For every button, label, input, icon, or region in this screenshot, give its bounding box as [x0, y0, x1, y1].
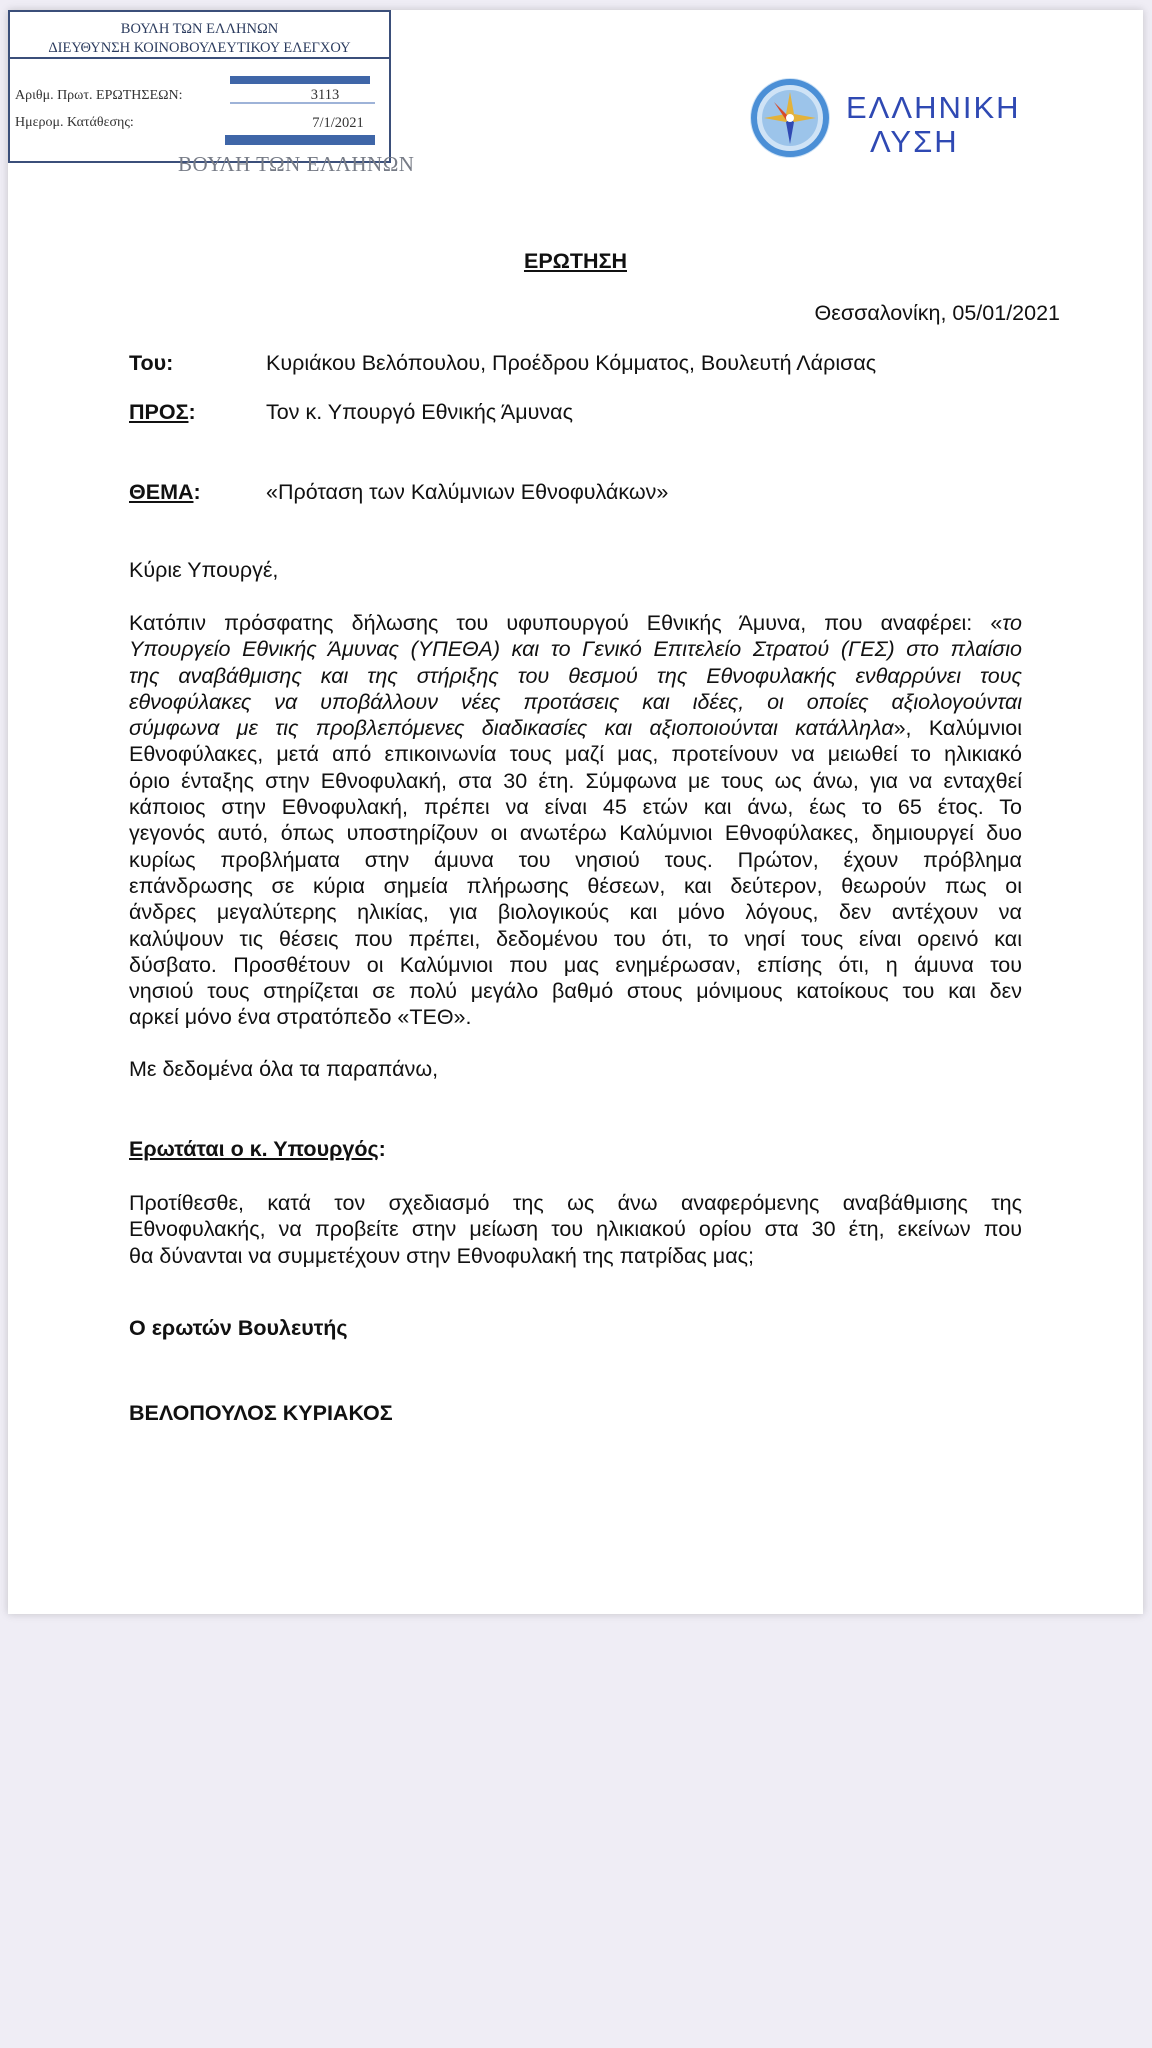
- question-paragraph: [129, 1190, 1022, 1269]
- given-line: Με δεδομένα όλα τα παραπάνω,: [129, 1057, 439, 1081]
- body-line: άνδρες μεγαλύτερης ηλικίας, για βιολογικούς και μόνο λόγους, δεν αντέχουν να: [129, 900, 1022, 925]
- stamp-line-1: ΒΟΥΛΗ ΤΩΝ ΕΛΛΗΝΩΝ: [120, 21, 279, 37]
- body-line: όριο ένταξης στην Εθνοφυλακή, στα 30 έτη. Σύμφωνα με τους ως άνω, για να ενταχθεί: [129, 768, 1022, 793]
- body-line: δύσβατο. Προσθέτουν οι Καλύμνιοι που μας ενημέρωσαν, επίσης ότι, η άμυνα του: [129, 952, 1022, 977]
- party-logo: [748, 76, 1028, 166]
- question-line: θα δύνανται να συμμετέχουν στην Εθνοφυλακή της πατρίδας μας;: [129, 1243, 754, 1268]
- body-line: κυρίως προβλήματα στην άμυνα του νησιού τους. Πρώτον, έχουν πρόβλημα: [129, 847, 1022, 872]
- body-line: νησιού τους στηρίζεται σε πολύ μεγάλο βαθμό στους μόνιμους κατοίκους του και δεν: [129, 979, 1022, 1004]
- filing-date-label: Ημερομ. Κατάθεσης:: [15, 115, 134, 130]
- body-line: καλύψουν τις θέσεις που πρέπει, δεδομένου του ότι, το νησί τους είναι ορεινό και: [129, 926, 1022, 951]
- stamp-line-2: ΔΙΕΥΘΥΝΣΗ ΚΟΙΝΟΒΟΥΛΕΥΤΙΚΟΥ ΕΛΕΓΧΟΥ: [48, 40, 351, 56]
- signature-role: Ο ερωτών Βουλευτής: [129, 1316, 348, 1340]
- stamp-header: [10, 12, 389, 59]
- subject-label-group: [129, 479, 201, 505]
- stamp-bar-3: [225, 135, 375, 145]
- to-label-group: [129, 399, 196, 425]
- subject-colon: :: [193, 480, 201, 504]
- body-line: εθνοφύλακες να υποβάλλουν νέες προτάσεις και ιδέες, οι οποίες αξιολογούνται: [129, 689, 1022, 714]
- body-line: σύμφωνα με τις προβλεπόμενες διαδικασίες και αξιοποιούνται κατάλληλα», Καλύμνιοι: [129, 716, 1022, 741]
- from-value: Κυριάκου Βελόπουλου, Προέδρου Κόμματος, Βουλευτή Λάρισας: [266, 351, 877, 375]
- document-title: ΕΡΩΤΗΣΗ: [523, 249, 627, 273]
- body-line: Εθνοφύλακες, μετά από επικοινωνία τους μαζί μας, προτείνουν να μειωθεί το ηλικιακό: [129, 742, 1022, 767]
- body-paragraph: [129, 610, 1022, 1031]
- body-line: Κατόπιν πρόσφατης δήλωσης του υφυπουργού Εθνικής Άμυνα, που αναφέρει: «το: [129, 611, 1022, 635]
- body-line: επάνδρωσης σε κύρια σημεία πλήρωσης θέσεων, και δεύτερον, θεωρούν πως οι: [129, 873, 1022, 898]
- logo-line-1: ΕΛΛΗΝΙΚΗ: [846, 90, 1021, 125]
- subject-label: ΘΕΜΑ: [129, 480, 194, 504]
- parliament-protocol-stamp: [8, 10, 391, 163]
- body-line: Υπουργείο Εθνικής Άμυνας (ΥΠΕΘΑ) και το Γενικό Επιτελείο Στρατού (ΓΕΣ) στο πλαίσιο: [129, 637, 1022, 662]
- protocol-label: Αριθμ. Πρωτ. ΕΡΩΤΗΣΕΩΝ:: [15, 88, 183, 103]
- body-line: γεγονός αυτό, όπως υποστηρίζουν οι ανωτέρω Καλύμνιοι Εθνοφύλακες, δημιουργεί δυο: [129, 821, 1022, 846]
- document-page: [8, 10, 1143, 1614]
- body-line: της αναβάθμισης και της στήριξης του θεσμού της Εθνοφυλακής ενθαρρύνει τους: [129, 663, 1022, 688]
- from-label: Του:: [129, 351, 174, 375]
- question-line: Εθνοφυλακής, να προβείτε στην μείωση του ηλικιακού ορίου στα 30 έτη, εκείνων που: [129, 1217, 1022, 1242]
- filing-date: 7/1/2021: [312, 115, 364, 131]
- to-colon: :: [188, 400, 196, 424]
- salutation: Κύριε Υπουργέ,: [129, 558, 279, 582]
- signature-name: ΒΕΛΟΠΟΥΛΟΣ ΚΥΡΙΑΚΟΣ: [129, 1401, 393, 1425]
- stamp-underprint: ΒΟΥΛΗ ΤΩΝ ΕΛΛΗΝΩΝ: [178, 152, 415, 176]
- asked-heading: [129, 1136, 386, 1162]
- stamp-bar-1: [230, 76, 370, 84]
- asked-label: Ερωτάται ο κ. Υπουργός: [129, 1137, 379, 1161]
- to-label: ΠΡΟΣ: [129, 400, 189, 424]
- protocol-number: 3113: [310, 87, 340, 103]
- subject-value: «Πρόταση των Καλύμνιων Εθνοφυλάκων»: [266, 480, 669, 504]
- asked-colon: :: [378, 1137, 386, 1161]
- body-line: κάποιος στην Εθνοφυλακή, πρέπει να είναι 45 ετών και άνω, έως το 65 έτος. Το: [129, 795, 1022, 820]
- question-line: Προτίθεσθε, κατά τον σχεδιασμό της ως άνω αναφερόμενης αναβάθμισης της: [129, 1191, 1022, 1215]
- to-value: Τον κ. Υπουργό Εθνικής Άμυνας: [266, 400, 573, 424]
- logo-line-2: ΛΥΣΗ: [870, 124, 959, 159]
- body-line: αρκεί μόνο ένα στρατόπεδο «ΤΕΘ».: [129, 1005, 472, 1030]
- place-date: Θεσσαλονίκη, 05/01/2021: [814, 301, 1060, 325]
- compass-emblem-icon: [748, 76, 832, 160]
